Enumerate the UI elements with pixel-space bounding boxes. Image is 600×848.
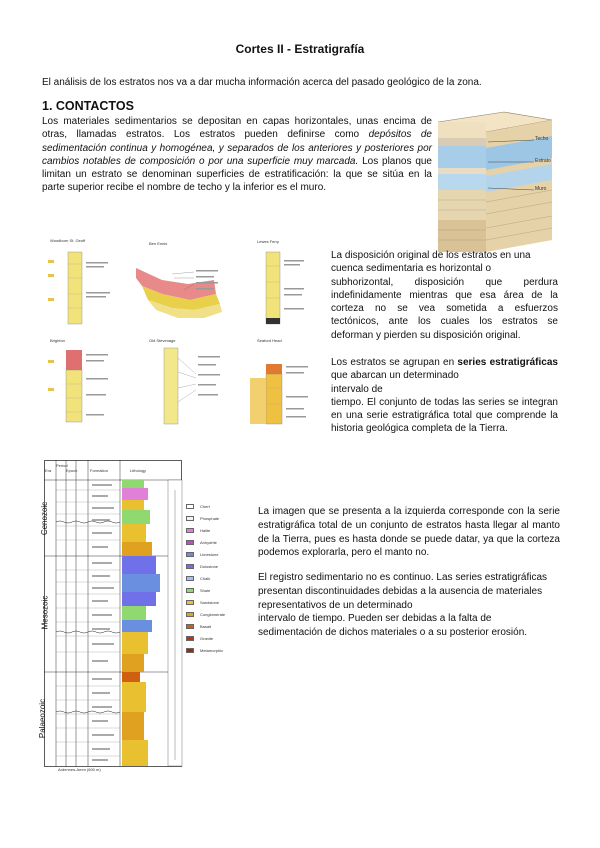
- label-estrato: Estrato: [535, 158, 551, 164]
- page-title: Cortes II - Estratigrafía: [235, 42, 365, 56]
- paragraph-original-disposition: [331, 249, 558, 342]
- column-header-lithology: Lithology: [130, 468, 147, 473]
- p1-text-b: Los planos que limitan un estrato se denominan superficies de estratificación: la que se sitúa en la parte superior recibe el nombre de techo y la inferior es el muro.: [42, 155, 432, 194]
- paragraph-total-series: La imagen que se presenta a la izquierda corresponde con la serie estratigráfica total de un conjunto de estratos hasta llegar al manto de la Tierra, pues es hasta donde se puede datar, ya que la corteza podemos explorarla, pero el manto no.: [258, 506, 560, 559]
- era-mesozoic: Mesozoic: [40, 595, 50, 630]
- legend-swatch: [186, 636, 194, 641]
- panel-title-2: Ben Ennis: [149, 241, 168, 246]
- legend-label: Dolostone: [200, 563, 219, 569]
- legend-item: [186, 572, 252, 584]
- legend-item: [186, 608, 252, 620]
- strata-block-diagram: [434, 110, 554, 260]
- section-heading: 1. CONTACTOS: [42, 99, 134, 113]
- legend-label: Granite: [200, 635, 214, 641]
- legend-item: [186, 596, 252, 608]
- legend-swatch: [186, 516, 194, 521]
- p3-text-b: que abarcan un determinado: [331, 370, 459, 382]
- legend-item: [186, 620, 252, 632]
- legend-label: Halite: [200, 527, 211, 533]
- legend-label: Metamorphic: [200, 647, 224, 653]
- p3-emphasis: series estratigráficas: [457, 357, 558, 368]
- p3-line-2: intervalo de: [331, 383, 383, 395]
- p5-line-1: El registro sedimentario no es continuo. Las series estratigráficas: [258, 572, 548, 583]
- p1-text-a: Los materiales sedimentarios se depositan en capas horizontales, unas encima de otras, llamadas estratos. Los estratos pueden definirse como: [42, 116, 432, 141]
- legend-label: Basalt: [200, 623, 212, 629]
- legend-swatch: [186, 600, 194, 605]
- legend-swatch: [186, 564, 194, 569]
- p3-rest: tiempo. El conjunto de todas las series se integran en una serie estratigráfica total que comprende la historia geológica completa de la Tierra.: [331, 396, 558, 435]
- legend-swatch: [186, 588, 194, 593]
- panel-title-4: Brighton: [50, 338, 65, 343]
- legend-label: Anhydrite: [200, 539, 217, 545]
- era-palaeozoic: Palaeozoic: [38, 698, 48, 739]
- legend-item: [186, 632, 252, 644]
- panel-title-1: Woodburn St. Geoff: [50, 238, 86, 243]
- sections-svg: [44, 238, 324, 434]
- legend-label: Shale: [200, 587, 211, 593]
- legend-item: [186, 512, 252, 524]
- legend-label: Phosphate: [200, 515, 220, 521]
- p5-line-5: sedimentación de dichos materiales o a su posterior erosión.: [258, 627, 528, 639]
- paragraph-contacts: [42, 115, 432, 195]
- column-header-era: Era: [45, 468, 52, 473]
- p3-text-a: Los estratos se agrupan en: [331, 357, 458, 368]
- panel-title-3: Lewes Ferry: [257, 239, 280, 244]
- intro-text: El análisis de los estratos nos va a dar mucha información acerca del pasado geológico de la zona.: [42, 77, 482, 88]
- legend-swatch: [186, 576, 194, 581]
- legend-item: [186, 536, 252, 548]
- legend-swatch: [186, 528, 194, 533]
- legend-item: [186, 560, 252, 572]
- lithology-legend: [186, 500, 252, 656]
- column-header-formation: Formation: [90, 468, 109, 473]
- legend-label: Chalk: [200, 575, 211, 581]
- legend-swatch: [186, 552, 194, 557]
- legend-label: Sandstone: [200, 599, 220, 605]
- legend-item: [186, 644, 252, 656]
- legend-swatch: [186, 612, 194, 617]
- p5-line-3: representativos de un determinado: [258, 599, 413, 611]
- p5-line-4: intervalo de tiempo. Pueden ser debidas a la falta de: [258, 613, 492, 625]
- legend-swatch: [186, 504, 194, 509]
- paragraph-series: [331, 356, 558, 436]
- column-header-epoch: Epoch: [66, 468, 78, 473]
- p2-line-3: subhorizontal, disposición que perdura indefinidamente mientras que esa área de la corteza no se vea sometida a esfuerzos tectónicos, ante los cuales los estratos se deforman y pierden su disposición original.: [331, 276, 558, 341]
- legend-item: [186, 584, 252, 596]
- legend-item: [186, 524, 252, 536]
- legend-label: Limestone: [200, 551, 219, 557]
- p2-line-2: cuenca sedimentaria es horizontal o: [331, 263, 492, 275]
- column-header-period: Period: [56, 463, 68, 468]
- legend-label: Chert: [200, 503, 210, 509]
- panel-title-5: Old Stevenage: [149, 338, 176, 343]
- stratigraphic-sections-figure: [44, 238, 324, 434]
- stratigraphic-column-figure: [38, 460, 254, 772]
- p1-definition: depósitos de sedimentación continua y homogénea, y separados de los anteriores y posteriores por cambios notables de composición o por una superficie muy marcada.: [42, 129, 432, 167]
- panel-title-6: Seaford Head: [257, 338, 282, 343]
- legend-swatch: [186, 648, 194, 653]
- column-bottom-note: Ardennes-Amm (600 m): [58, 767, 101, 772]
- p5-line-2: presentan discontinuidades debidas a la ausencia de materiales: [258, 585, 543, 597]
- strata-block-svg: [434, 110, 554, 260]
- p2-line-1: La disposición original de los estratos en una: [331, 250, 531, 261]
- legend-swatch: [186, 540, 194, 545]
- legend-item: [186, 500, 252, 512]
- label-muro: Muro: [535, 186, 547, 192]
- legend-label: Conglomerate: [200, 611, 226, 617]
- era-cenozoic: Cenozoic: [40, 501, 50, 536]
- legend-swatch: [186, 624, 194, 629]
- legend-item: [186, 548, 252, 560]
- paragraph-discontinuities: [258, 571, 560, 640]
- label-techo: Techo: [535, 136, 549, 142]
